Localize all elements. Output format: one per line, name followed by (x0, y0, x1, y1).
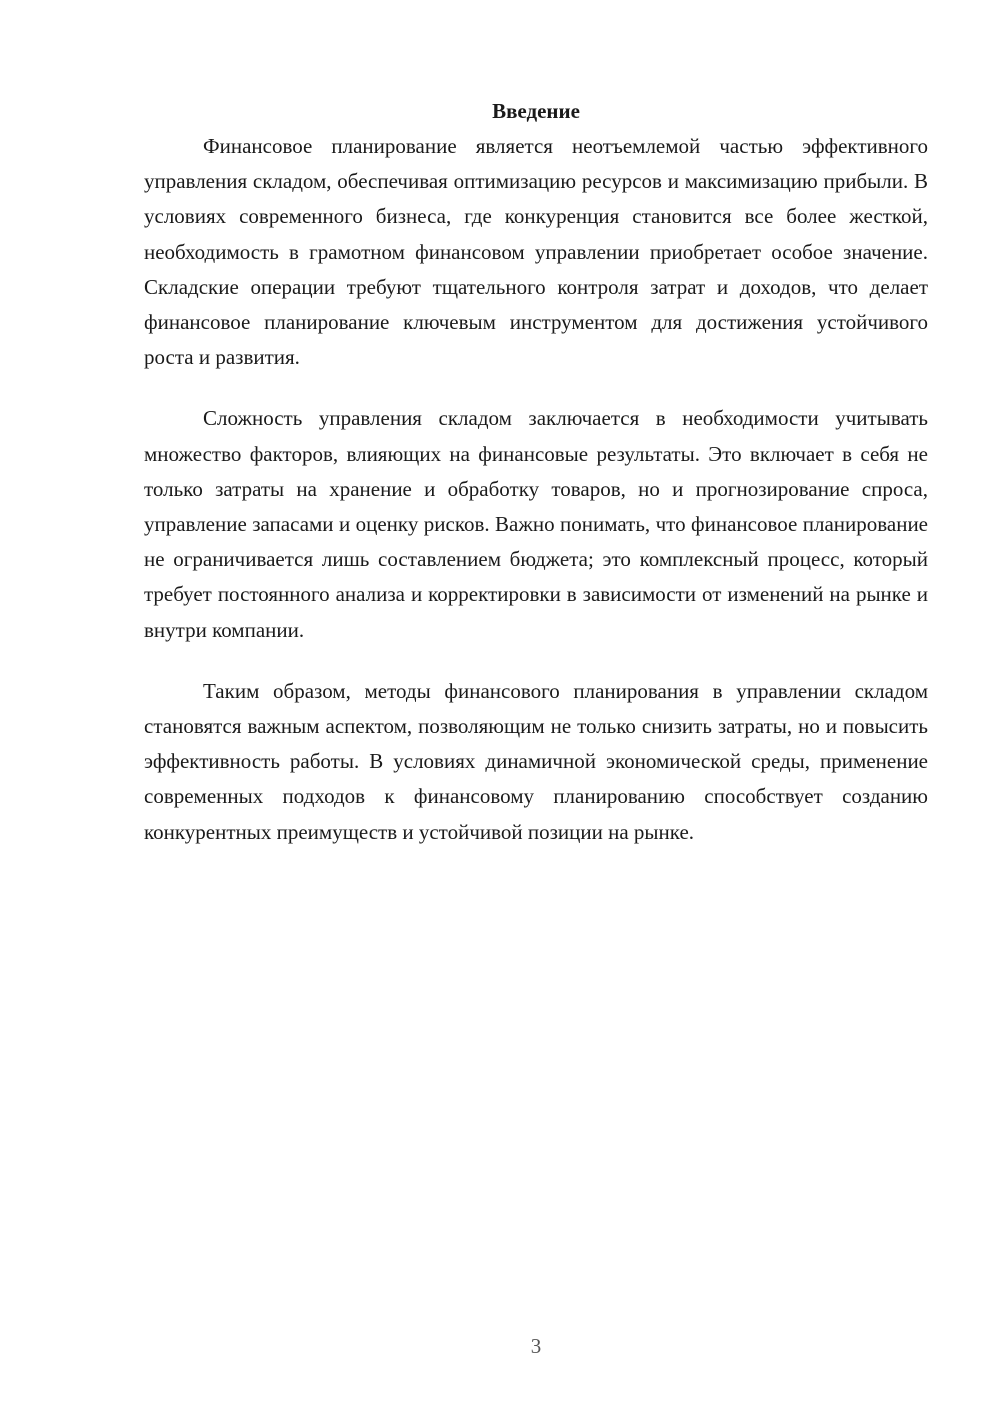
paragraph-2: Сложность управления складом заключается в необходимости учитывать множество факторов, влияющих на финансовые результаты. Это включает в себя не только затраты на хранение и обработку товаров, но и прогнозирование спроса, управление запасами и оценку рисков. Важно понимать, что финансовое планирование не ограничивается лишь составлением бюджета; это комплексный процесс, который требует постоянного анализа и корректировки в зависимости от изменений на рынке и внутри компании. (144, 406, 928, 642)
paragraph-3: Таким образом, методы финансового планирования в управлении складом становятся важным аспектом, позволяющим не только снизить затраты, но и повысить эффективность работы. В условиях динамичной экономической среды, применение современных подходов к финансовому планированию способствует созданию конкурентных преимуществ и устойчивой позиции на рынке. (144, 678, 928, 844)
paragraph-1: Финансовое планирование является неотъемлемой частью эффективного управления складом, обеспечивая оптимизацию ресурсов и максимизацию прибыли. В условиях современного бизнеса, где конкуренция становится все более жесткой, необходимость в грамотном финансовом управлении приобретает особое значение. Складские операции требуют тщательного контроля затрат и доходов, что делает финансовое планирование ключевым инструментом для достижения устойчивого роста и развития. (144, 134, 928, 370)
page-content (144, 94, 928, 876)
section-title: Введение (492, 99, 580, 123)
page-number: 3 (530, 1334, 542, 1358)
